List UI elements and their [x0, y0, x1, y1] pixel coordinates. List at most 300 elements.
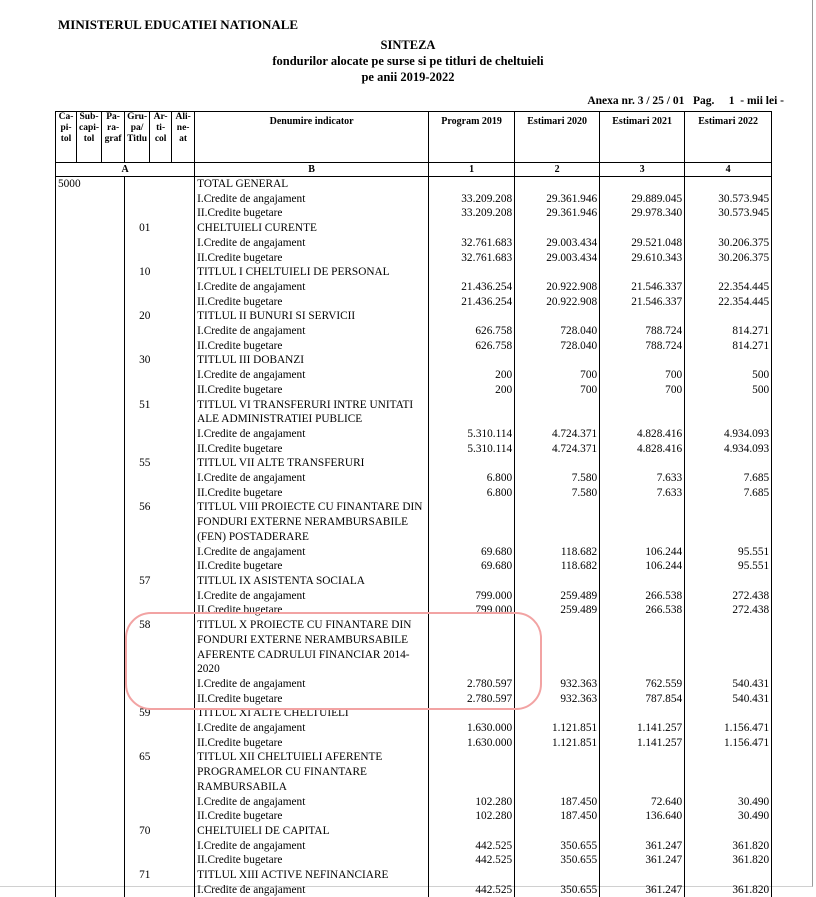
cell-denumire: I.Credite de angajament [195, 883, 429, 897]
cell-estimari-2021: 29.889.045 [600, 192, 685, 207]
cell-grupa [125, 471, 195, 486]
cell-estimari-2021: 21.546.337 [600, 295, 685, 310]
cell-grupa: 57 [125, 574, 195, 589]
table-row [56, 736, 772, 751]
table-row [56, 177, 772, 192]
cell-estimari-2021: 266.538 [600, 603, 685, 618]
cell-estimari-2022: 4.934.093 [685, 442, 772, 457]
cell-denumire: TITLUL I CHELTUIELI DE PERSONAL [195, 265, 429, 280]
cell-grupa [125, 177, 195, 192]
table-row [56, 368, 772, 383]
cell-program-2019: 69.680 [429, 559, 515, 574]
cell-denumire: II.Credite bugetare [195, 692, 429, 707]
cell-estimari-2022: 7.685 [685, 486, 772, 501]
cell-program-2019: 442.525 [429, 853, 515, 868]
cell-estimari-2021: 762.559 [600, 677, 685, 692]
cell-denumire: TITLUL IX ASISTENTA SOCIALA [195, 574, 429, 589]
table-row [56, 589, 772, 604]
table-row [56, 721, 772, 736]
cell-estimari-2021: 21.546.337 [600, 280, 685, 295]
cell-estimari-2021: 72.640 [600, 795, 685, 810]
table-row [56, 574, 772, 589]
table-row [56, 309, 772, 324]
cell-estimari-2020: 118.682 [515, 559, 600, 574]
cell-grupa: 70 [125, 824, 195, 839]
cell-grupa [125, 589, 195, 604]
cell-estimari-2022: 361.820 [685, 883, 772, 897]
cell-program-2019: 200 [429, 368, 515, 383]
cell-estimari-2022 [685, 398, 772, 427]
cell-capitol [56, 824, 125, 839]
cell-program-2019: 200 [429, 383, 515, 398]
cell-grupa: 65 [125, 750, 195, 794]
label-4: 4 [685, 163, 772, 177]
cell-estimari-2022: 30.206.375 [685, 236, 772, 251]
cell-program-2019 [429, 398, 515, 427]
header-paragraf: Pa-ra-graf [102, 112, 125, 163]
cell-estimari-2021: 7.633 [600, 486, 685, 501]
cell-estimari-2022: 540.431 [685, 677, 772, 692]
cell-capitol [56, 706, 125, 721]
cell-estimari-2022: 4.934.093 [685, 427, 772, 442]
cell-estimari-2021: 787.854 [600, 692, 685, 707]
cell-denumire: II.Credite bugetare [195, 339, 429, 354]
cell-capitol [56, 603, 125, 618]
cell-estimari-2020 [515, 456, 600, 471]
cell-program-2019: 2.780.597 [429, 692, 515, 707]
cell-capitol [56, 839, 125, 854]
table-row [56, 545, 772, 560]
table-row [56, 221, 772, 236]
cell-capitol [56, 353, 125, 368]
cell-program-2019: 1.630.000 [429, 736, 515, 751]
cell-estimari-2022: 272.438 [685, 589, 772, 604]
cell-estimari-2022: 30.490 [685, 795, 772, 810]
cell-estimari-2021 [600, 353, 685, 368]
cell-program-2019 [429, 824, 515, 839]
cell-grupa: 71 [125, 868, 195, 883]
cell-estimari-2021 [600, 177, 685, 192]
budget-table [55, 111, 772, 897]
cell-program-2019: 69.680 [429, 545, 515, 560]
cell-estimari-2020 [515, 574, 600, 589]
cell-capitol [56, 398, 125, 427]
document-subtitle: fondurilor alocate pe surse si pe titluri de cheltuieli [0, 54, 816, 69]
label-1: 1 [429, 163, 515, 177]
cell-estimari-2022: 22.354.445 [685, 280, 772, 295]
cell-capitol [56, 280, 125, 295]
cell-program-2019: 799.000 [429, 603, 515, 618]
cell-estimari-2021: 361.247 [600, 853, 685, 868]
cell-denumire: I.Credite de angajament [195, 368, 429, 383]
table-row [56, 427, 772, 442]
cell-grupa [125, 853, 195, 868]
table-row [56, 883, 772, 897]
cell-grupa [125, 280, 195, 295]
cell-denumire: I.Credite de angajament [195, 324, 429, 339]
cell-estimari-2021: 788.724 [600, 339, 685, 354]
cell-grupa [125, 839, 195, 854]
cell-estimari-2022: 272.438 [685, 603, 772, 618]
cell-denumire: TITLUL XI ALTE CHELTUIELI [195, 706, 429, 721]
cell-estimari-2020 [515, 398, 600, 427]
cell-capitol [56, 736, 125, 751]
cell-estimari-2022: 814.271 [685, 339, 772, 354]
cell-grupa: 20 [125, 309, 195, 324]
cell-estimari-2020: 350.655 [515, 883, 600, 897]
table-row [56, 868, 772, 883]
table-row [56, 383, 772, 398]
cell-grupa [125, 721, 195, 736]
cell-program-2019 [429, 177, 515, 192]
cell-program-2019: 32.761.683 [429, 251, 515, 266]
cell-denumire: I.Credite de angajament [195, 545, 429, 560]
cell-estimari-2020: 259.489 [515, 603, 600, 618]
cell-estimari-2021: 106.244 [600, 545, 685, 560]
cell-grupa [125, 324, 195, 339]
cell-estimari-2021: 361.247 [600, 839, 685, 854]
cell-program-2019: 21.436.254 [429, 280, 515, 295]
cell-grupa: 30 [125, 353, 195, 368]
table-row [56, 442, 772, 457]
cell-program-2019: 442.525 [429, 839, 515, 854]
cell-estimari-2022: 95.551 [685, 545, 772, 560]
cell-grupa: 01 [125, 221, 195, 236]
cell-estimari-2020: 7.580 [515, 486, 600, 501]
label-3: 3 [600, 163, 685, 177]
cell-estimari-2022: 22.354.445 [685, 295, 772, 310]
document-title: SINTEZA [0, 38, 816, 53]
table-row [56, 265, 772, 280]
cell-denumire: I.Credite de angajament [195, 280, 429, 295]
cell-estimari-2021: 361.247 [600, 883, 685, 897]
cell-program-2019: 33.209.208 [429, 192, 515, 207]
cell-estimari-2020 [515, 177, 600, 192]
table-row [56, 559, 772, 574]
cell-capitol [56, 456, 125, 471]
cell-program-2019: 799.000 [429, 589, 515, 604]
cell-estimari-2022: 814.271 [685, 324, 772, 339]
table-row [56, 500, 772, 544]
cell-denumire: TITLUL X PROIECTE CU FINANTARE DIN FONDURI EXTERNE NERAMBURSABILE AFERENTE CADRULUI FINANCIAR 2014-2020 [195, 618, 429, 677]
table-row [56, 251, 772, 266]
cell-estimari-2020: 700 [515, 368, 600, 383]
cell-program-2019: 102.280 [429, 809, 515, 824]
header-estimari-2021: Estimari 2021 [600, 112, 685, 163]
cell-estimari-2020 [515, 500, 600, 544]
cell-estimari-2020: 118.682 [515, 545, 600, 560]
table-header-row [56, 112, 772, 163]
cell-estimari-2020: 7.580 [515, 471, 600, 486]
cell-denumire: I.Credite de angajament [195, 795, 429, 810]
cell-estimari-2022 [685, 706, 772, 721]
cell-denumire: II.Credite bugetare [195, 809, 429, 824]
cell-estimari-2021: 1.141.257 [600, 736, 685, 751]
cell-denumire: II.Credite bugetare [195, 442, 429, 457]
cell-estimari-2021 [600, 265, 685, 280]
cell-estimari-2022: 30.573.945 [685, 192, 772, 207]
cell-capitol [56, 309, 125, 324]
cell-capitol [56, 500, 125, 544]
header-subcapitol: Sub-capi-tol [77, 112, 102, 163]
cell-capitol [56, 471, 125, 486]
cell-estimari-2022: 95.551 [685, 559, 772, 574]
cell-estimari-2021: 7.633 [600, 471, 685, 486]
cell-capitol [56, 442, 125, 457]
table-row [56, 295, 772, 310]
cell-estimari-2021 [600, 706, 685, 721]
cell-capitol [56, 618, 125, 677]
cell-denumire: TITLUL VIII PROIECTE CU FINANTARE DIN FONDURI EXTERNE NERAMBURSABILE (FEN) POSTADERARE [195, 500, 429, 544]
cell-denumire: I.Credite de angajament [195, 677, 429, 692]
cell-grupa [125, 339, 195, 354]
cell-estimari-2020: 728.040 [515, 324, 600, 339]
cell-estimari-2022: 361.820 [685, 853, 772, 868]
cell-estimari-2020: 29.003.434 [515, 251, 600, 266]
cell-estimari-2020 [515, 868, 600, 883]
cell-grupa [125, 442, 195, 457]
cell-estimari-2020: 4.724.371 [515, 427, 600, 442]
cell-denumire: II.Credite bugetare [195, 383, 429, 398]
cell-estimari-2020 [515, 265, 600, 280]
cell-denumire: II.Credite bugetare [195, 559, 429, 574]
cell-program-2019 [429, 574, 515, 589]
cell-estimari-2022: 30.206.375 [685, 251, 772, 266]
cell-program-2019: 5.310.114 [429, 427, 515, 442]
cell-program-2019: 5.310.114 [429, 442, 515, 457]
cell-estimari-2022 [685, 177, 772, 192]
cell-estimari-2020 [515, 353, 600, 368]
cell-denumire: I.Credite de angajament [195, 721, 429, 736]
table-row [56, 398, 772, 427]
cell-estimari-2021 [600, 500, 685, 544]
cell-program-2019 [429, 456, 515, 471]
cell-program-2019: 2.780.597 [429, 677, 515, 692]
cell-capitol [56, 883, 125, 897]
cell-denumire: I.Credite de angajament [195, 471, 429, 486]
cell-program-2019 [429, 309, 515, 324]
cell-capitol: 5000 [56, 177, 125, 192]
cell-estimari-2021 [600, 750, 685, 794]
table-row [56, 324, 772, 339]
cell-capitol [56, 868, 125, 883]
cell-grupa: 58 [125, 618, 195, 677]
cell-estimari-2020: 1.121.851 [515, 721, 600, 736]
cell-capitol [56, 368, 125, 383]
table-row [56, 839, 772, 854]
cell-estimari-2022: 1.156.471 [685, 721, 772, 736]
cell-estimari-2022 [685, 574, 772, 589]
cell-estimari-2022 [685, 824, 772, 839]
cell-capitol [56, 559, 125, 574]
cell-estimari-2022: 1.156.471 [685, 736, 772, 751]
cell-estimari-2020: 4.724.371 [515, 442, 600, 457]
cell-program-2019: 626.758 [429, 339, 515, 354]
header-estimari-2022: Estimari 2022 [685, 112, 772, 163]
cell-capitol [56, 721, 125, 736]
header-articol: Ar-ti-col [150, 112, 172, 163]
cell-estimari-2020 [515, 750, 600, 794]
table-body [56, 177, 772, 897]
table-row [56, 280, 772, 295]
cell-program-2019: 1.630.000 [429, 721, 515, 736]
cell-grupa [125, 383, 195, 398]
cell-program-2019 [429, 750, 515, 794]
table-row [56, 824, 772, 839]
cell-capitol [56, 853, 125, 868]
cell-grupa: 55 [125, 456, 195, 471]
cell-estimari-2022: 30.490 [685, 809, 772, 824]
cell-estimari-2021 [600, 618, 685, 677]
cell-capitol [56, 383, 125, 398]
cell-denumire: TITLUL VII ALTE TRANSFERURI [195, 456, 429, 471]
cell-estimari-2020: 728.040 [515, 339, 600, 354]
cell-denumire: I.Credite de angajament [195, 427, 429, 442]
cell-program-2019 [429, 265, 515, 280]
table-row [56, 471, 772, 486]
cell-estimari-2021: 29.521.048 [600, 236, 685, 251]
cell-grupa: 51 [125, 398, 195, 427]
cell-capitol [56, 809, 125, 824]
highlight-annotation [125, 612, 542, 710]
cell-capitol [56, 692, 125, 707]
cell-denumire: I.Credite de angajament [195, 236, 429, 251]
cell-estimari-2020: 29.361.946 [515, 206, 600, 221]
cell-estimari-2022: 7.685 [685, 471, 772, 486]
cell-grupa [125, 368, 195, 383]
cell-program-2019: 6.800 [429, 471, 515, 486]
cell-program-2019 [429, 353, 515, 368]
cell-denumire: I.Credite de angajament [195, 589, 429, 604]
cell-capitol [56, 295, 125, 310]
cell-program-2019: 33.209.208 [429, 206, 515, 221]
cell-estimari-2020: 20.922.908 [515, 295, 600, 310]
cell-estimari-2022 [685, 868, 772, 883]
cell-capitol [56, 206, 125, 221]
cell-capitol [56, 324, 125, 339]
cell-denumire: TITLUL XIII ACTIVE NEFINANCIARE [195, 868, 429, 883]
cell-estimari-2021 [600, 824, 685, 839]
cell-capitol [56, 574, 125, 589]
table-row [56, 456, 772, 471]
cell-program-2019: 21.436.254 [429, 295, 515, 310]
cell-capitol [56, 192, 125, 207]
cell-estimari-2020 [515, 706, 600, 721]
label-2: 2 [515, 163, 600, 177]
cell-denumire: II.Credite bugetare [195, 603, 429, 618]
cell-denumire: II.Credite bugetare [195, 736, 429, 751]
cell-grupa [125, 486, 195, 501]
header-estimari-2020: Estimari 2020 [515, 112, 600, 163]
cell-capitol [56, 236, 125, 251]
cell-grupa [125, 206, 195, 221]
cell-estimari-2021: 29.978.340 [600, 206, 685, 221]
cell-grupa [125, 295, 195, 310]
cell-estimari-2020: 1.121.851 [515, 736, 600, 751]
cell-program-2019: 626.758 [429, 324, 515, 339]
cell-program-2019 [429, 500, 515, 544]
cell-capitol [56, 265, 125, 280]
cell-estimari-2021: 4.828.416 [600, 442, 685, 457]
cell-grupa [125, 192, 195, 207]
cell-estimari-2020 [515, 309, 600, 324]
header-program-2019: Program 2019 [429, 112, 515, 163]
cell-estimari-2022 [685, 353, 772, 368]
table-row [56, 353, 772, 368]
cell-estimari-2021: 700 [600, 383, 685, 398]
cell-estimari-2020: 350.655 [515, 839, 600, 854]
cell-capitol [56, 339, 125, 354]
cell-denumire: CHELTUIELI CURENTE [195, 221, 429, 236]
cell-denumire: TITLUL III DOBANZI [195, 353, 429, 368]
cell-capitol [56, 545, 125, 560]
ministry-name: MINISTERUL EDUCATIEI NATIONALE [58, 17, 298, 33]
cell-estimari-2020: 700 [515, 383, 600, 398]
cell-estimari-2020: 259.489 [515, 589, 600, 604]
cell-estimari-2021 [600, 574, 685, 589]
cell-estimari-2021: 700 [600, 368, 685, 383]
cell-grupa [125, 883, 195, 897]
annex-reference: Anexa nr. 3 / 25 / 01 Pag. 1 - mii lei - [587, 95, 784, 107]
cell-estimari-2021 [600, 868, 685, 883]
table-row [56, 339, 772, 354]
label-b: B [195, 163, 429, 177]
cell-estimari-2022 [685, 221, 772, 236]
cell-denumire: TITLUL VI TRANSFERURI INTRE UNITATI ALE ADMINISTRATIEI PUBLICE [195, 398, 429, 427]
table-row [56, 809, 772, 824]
cell-denumire: TOTAL GENERAL [195, 177, 429, 192]
document-years: pe anii 2019-2022 [0, 70, 816, 85]
cell-estimari-2022 [685, 750, 772, 794]
cell-estimari-2020: 932.363 [515, 677, 600, 692]
cell-denumire: II.Credite bugetare [195, 251, 429, 266]
cell-program-2019 [429, 221, 515, 236]
cell-estimari-2022 [685, 500, 772, 544]
cell-program-2019: 32.761.683 [429, 236, 515, 251]
cell-capitol [56, 750, 125, 794]
table-column-labels [56, 163, 772, 177]
cell-program-2019: 102.280 [429, 795, 515, 810]
cell-grupa: 56 [125, 500, 195, 544]
table-row [56, 486, 772, 501]
cell-denumire: II.Credite bugetare [195, 206, 429, 221]
cell-denumire: I.Credite de angajament [195, 839, 429, 854]
cell-estimari-2022: 500 [685, 368, 772, 383]
cell-grupa: 59 [125, 706, 195, 721]
cell-estimari-2021: 4.828.416 [600, 427, 685, 442]
cell-estimari-2020: 29.003.434 [515, 236, 600, 251]
cell-estimari-2022: 30.573.945 [685, 206, 772, 221]
cell-grupa [125, 251, 195, 266]
cell-capitol [56, 677, 125, 692]
table-row [56, 192, 772, 207]
cell-denumire: II.Credite bugetare [195, 295, 429, 310]
cell-estimari-2021 [600, 309, 685, 324]
cell-estimari-2021 [600, 398, 685, 427]
cell-capitol [56, 427, 125, 442]
cell-estimari-2020: 29.361.946 [515, 192, 600, 207]
cell-grupa [125, 736, 195, 751]
cell-grupa [125, 236, 195, 251]
cell-estimari-2022 [685, 456, 772, 471]
cell-estimari-2020: 350.655 [515, 853, 600, 868]
cell-grupa: 10 [125, 265, 195, 280]
cell-denumire: II.Credite bugetare [195, 486, 429, 501]
cell-denumire: I.Credite de angajament [195, 192, 429, 207]
cell-denumire: CHELTUIELI DE CAPITAL [195, 824, 429, 839]
cell-estimari-2021: 266.538 [600, 589, 685, 604]
cell-estimari-2022: 540.431 [685, 692, 772, 707]
